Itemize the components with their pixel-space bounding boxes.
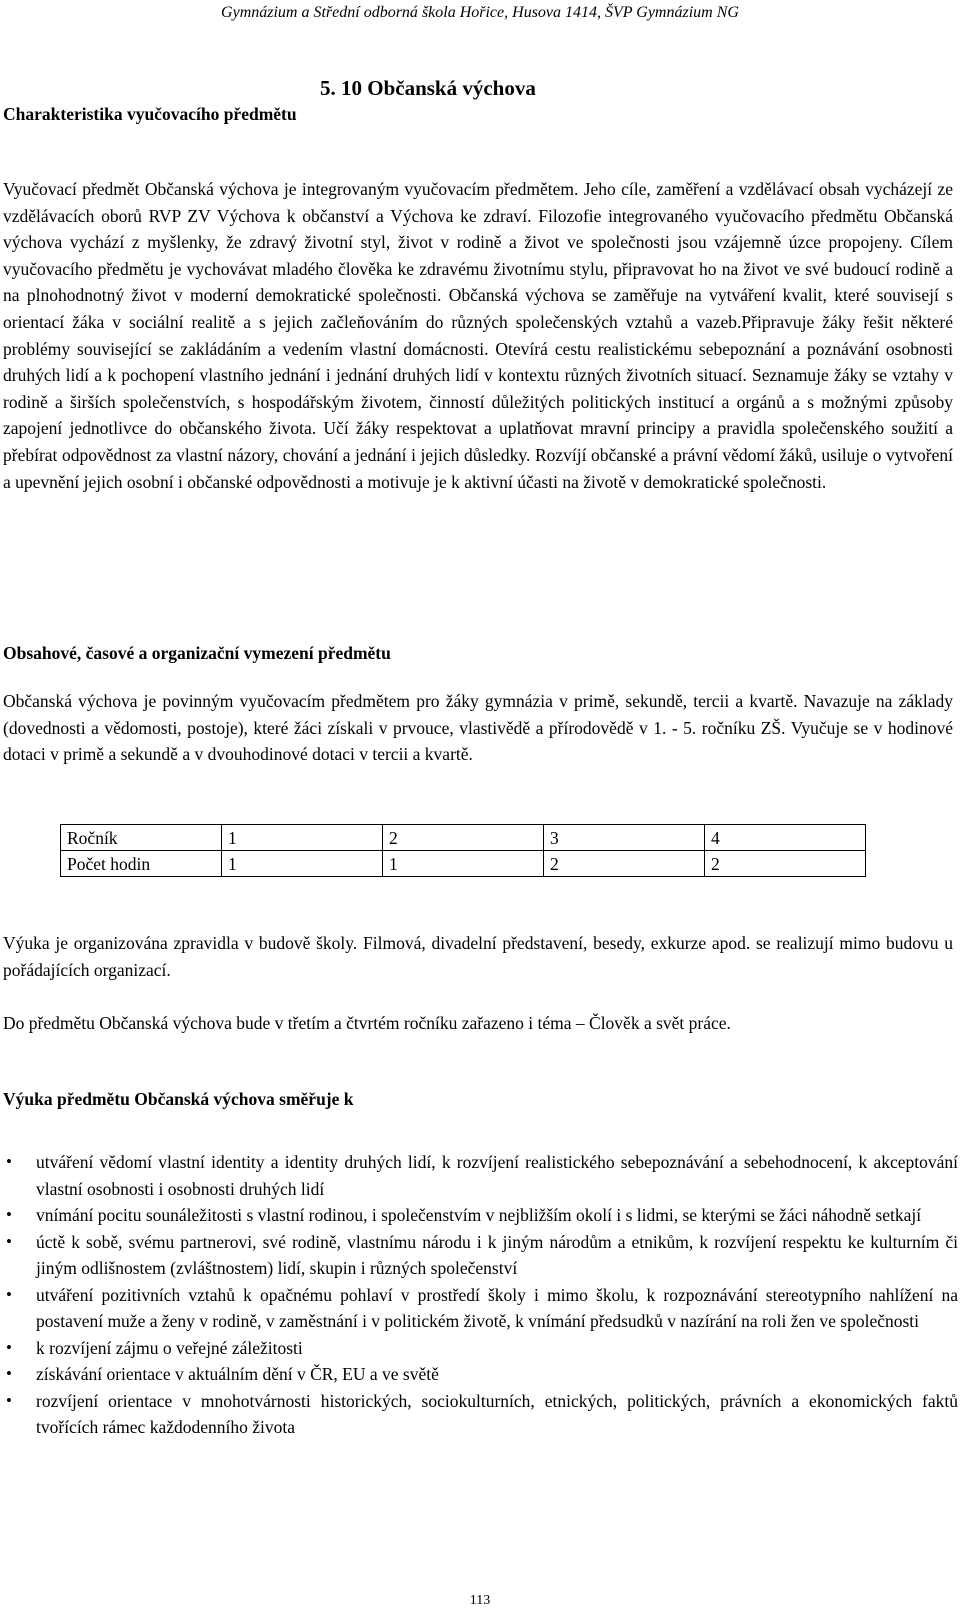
bullet-icon: •: [6, 1284, 12, 1304]
hours-table: [60, 824, 866, 877]
running-header: Gymnázium a Střední odborná škola Hořice, Husova 1414, ŠVP Gymnázium NG: [221, 4, 739, 21]
list-item-text: získávání orientace v aktuálním dění v ČR, EU a ve světě: [36, 1364, 439, 1384]
paragraph-organization: Výuka je organizována zpravidla v budově školy. Filmová, divadelní představení, besedy, exkurze apod. se realizují mimo budovu u pořádajících organizací.: [3, 933, 953, 980]
aims-list: [0, 1149, 960, 1441]
table-cell: 1: [222, 825, 383, 851]
table-cell: Ročník: [61, 825, 222, 851]
bullet-icon: •: [6, 1205, 12, 1224]
table-row: [61, 825, 866, 851]
list-item: [0, 1335, 958, 1362]
list-item: [0, 1149, 958, 1202]
list-item-text: vnímání pocitu sounáležitosti s vlastní rodinou, i společenstvím v nejbližším okolí i s lidmi, se kterými se žáci náhodně setkají: [36, 1205, 922, 1225]
page-number: 113: [469, 1593, 491, 1608]
table-cell: 2: [544, 851, 705, 877]
paragraph-topic: Do předmětu Občanská výchova bude v třetím a čtvrtém ročníku zařazeno i téma – Člověk a svět práce.: [3, 1013, 731, 1033]
list-item-text: rozvíjení orientace v mnohotvárnosti historických, sociokulturních, etnických, politických, právních a ekonomických faktů tvořících rámec každodenního života: [36, 1390, 958, 1437]
paragraph-characteristics: Vyučovací předmět Občanská výchova je integrovaným vyučovacím předmětem. Jeho cíle, zaměření a vzdělávací obsah vycházejí ze vzdělávacích oborů RVP ZV Výchova k občanství a Výchova ke zdraví. Filozofie integrovaného vyučovacího předmětu Občanská výchova vychází z myšlenky, že zdravý životní styl, život v rodině a život ve společnosti jsou vzájemně úzce propojeny. Cílem vyučovacího předmětu je vychovávat mladého člověka ke zdravému životnímu stylu, připravovat ho na život ve své budoucí rodině a na plnohodnotný život v moderní demokratické společnosti. Občanská výchova se zaměřuje na vytváření kvalit, které souvisejí s orientací žáka v sociální realitě a s jejich začleňováním do různých společenských vztahů a vazeb.Připravuje žáky řešit některé problémy související se zakládáním a vedením vlastní domácnosti. Otevírá cestu realistickému sebepoznání a poznávání osobnosti druhých lidí a k pochopení vlastního jednání i jednání druhých lidí v kontextu různých životních situací. Seznamuje žáky se vztahy v rodině a širších společenstvích, s hospodářským životem, činností důležitých politických institucí a orgánů a s možnými způsoby zapojení jednotlivce do občanského života. Učí žáky respektovat a uplatňovat mravní principy a pravidla společenského soužití a přebírat odpovědnost za vlastní názory, chování a jednání i jejich důsledky. Rozvíjí občanské a právní vědomí žáků, usiluje o vytvoření a upevnění jejich osobní i občanské odpovědnosti a motivuje je k aktivní účasti na životě v demokratické společnosti.: [3, 179, 953, 492]
bullet-icon: •: [6, 1152, 12, 1171]
list-item: [0, 1388, 958, 1441]
paragraph-scope: Občanská výchova je povinným vyučovacím předmětem pro žáky gymnázia v primě, sekundě, tercii a kvartě. Navazuje na základy (dovednosti a vědomosti, postoje), které žáci získali v prvouce, vlastivědě a přírodovědě v 1. - 5. ročníku ZŠ. Vyučuje se v hodinové dotaci v primě a sekundě a v dvouhodinové dotaci v tercii a kvartě.: [3, 691, 953, 765]
table-cell: Počet hodin: [61, 851, 222, 877]
bullet-icon: •: [6, 1337, 12, 1357]
list-item-text: úctě k sobě, svému partnerovi, své rodině, vlastnímu národu i k jiným národům a etnikům, k rozvíjení respektu ke kulturním či jiným odlišnostem (zvláštnostem) lidí, skupin i různých společenství: [36, 1231, 958, 1278]
table-cell: 4: [705, 825, 866, 851]
section-heading-characteristics: Charakteristika vyučovacího předmětu: [3, 104, 297, 124]
section-heading-aims: Výuka předmětu Občanská výchova směřuje k: [3, 1089, 354, 1109]
bullet-icon: •: [6, 1231, 12, 1251]
table-cell: 3: [544, 825, 705, 851]
list-item: [0, 1229, 958, 1282]
list-item-text: utváření pozitivních vztahů k opačnému pohlaví v prostředí školy i mimo školu, k rozpoznávání stereotypního nahlížení na postavení muže a ženy v rodině, v zaměstnání i v politickém životě, k vnímání předsudků v nazírání na roli žen ve společnosti: [36, 1284, 958, 1331]
table-cell: 1: [383, 851, 544, 877]
bullet-icon: •: [6, 1364, 12, 1383]
table-cell: 1: [222, 851, 383, 877]
list-item: [0, 1282, 958, 1335]
table-cell: 2: [383, 825, 544, 851]
list-item: [0, 1361, 958, 1388]
list-item-text: utváření vědomí vlastní identity a identity druhých lidí, k rozvíjení realistického sebepoznávání a sebehodnocení, k akceptování vlastní osobnosti i osobnosti druhých lidí: [36, 1152, 958, 1199]
list-item-text: k rozvíjení zájmu o veřejné záležitosti: [36, 1337, 303, 1358]
chapter-title: 5. 10 Občanská výchova: [320, 76, 536, 100]
list-item: [0, 1202, 958, 1229]
section-heading-scope: Obsahové, časové a organizační vymezení předmětu: [3, 643, 391, 663]
table-cell: 2: [705, 851, 866, 877]
bullet-icon: •: [6, 1390, 12, 1410]
table-row: [61, 851, 866, 877]
